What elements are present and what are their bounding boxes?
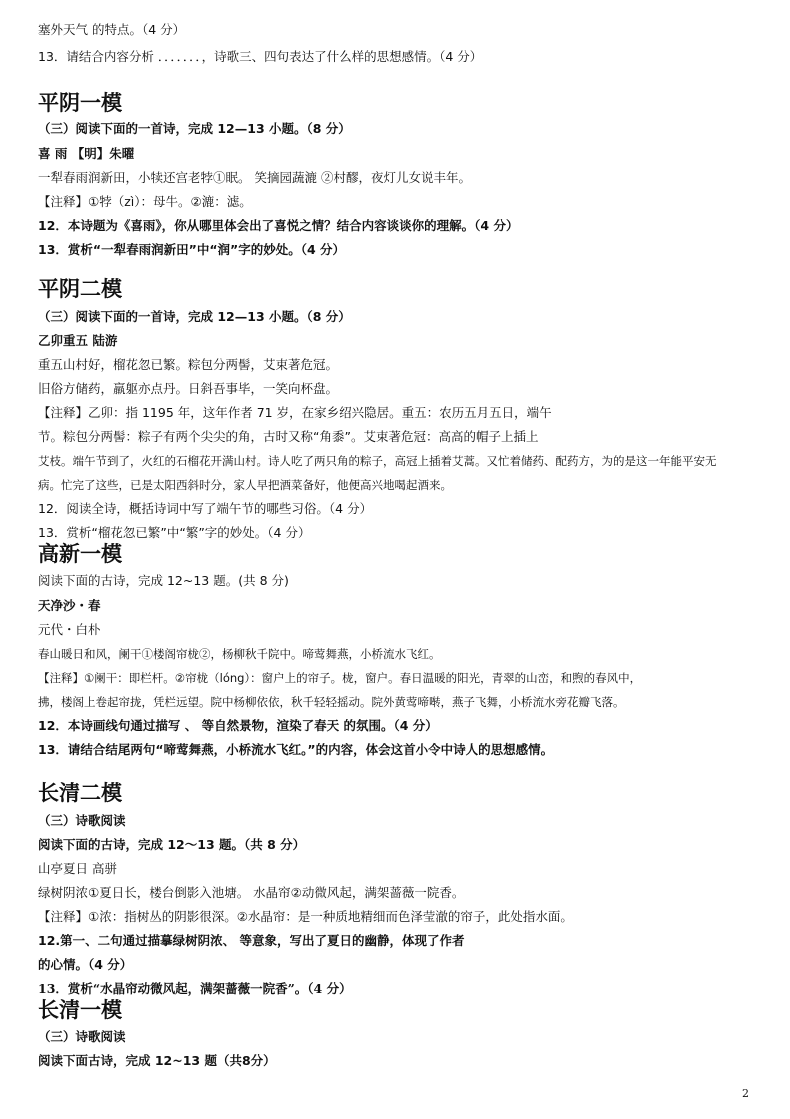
annotation-line: 【注释】①阑干：即栏杆。②帘栊（lóng）：窗户上的帘子。栊，窗户。春日温暖的阳光，青翠的山峦，和煦的春风中， xyxy=(38,671,642,685)
annotation-line: 节。粽包分两髻：粽子有两个尖尖的角，古时又称“角黍”。艾束著危冠：高高的帽子上插上 xyxy=(38,429,539,444)
poem-title: 乙卯重五 陆游 xyxy=(38,333,118,348)
question-12: 12．本诗画线句通过描写 、 等自然景物，渲染了春天 的氛围。（4 分） xyxy=(38,718,438,733)
poem-text: 一犁春雨润新田，小犊还宫老㹀①眠。 笑摘园蔬漉 ②村醪，夜灯儿女说丰年。 xyxy=(38,170,471,185)
question-13: 13．赏析“一犁春雨润新田”中“润”字的妙处。（4 分） xyxy=(38,242,346,257)
poem-text: 春山暖日和风，阑干①楼阁帘栊②，杨柳秋千院中。啼莺舞燕，小桥流水飞红。 xyxy=(38,647,441,661)
poem-title: 喜 雨 【明】朱曜 xyxy=(38,146,135,161)
question-13: 13．赏析“水晶帘动微风起，满架蔷薇一院香”。（4 分） xyxy=(38,981,352,996)
annotation-line: 【注释】①㹀（zì）：母牛。②漉：滤。 xyxy=(38,194,252,209)
question-12: 12.第一、二句通过描摹绿树阴浓、 等意象，写出了夏日的幽静，体现了作者 xyxy=(38,933,465,948)
question-12: 12．阅读全诗，概括诗词中写了端午节的哪些习俗。（4 分） xyxy=(38,501,373,516)
question-13: 13．赏析“榴花忽已繁”中“繁”字的妙处。（4 分） xyxy=(38,525,311,540)
poem-title: 山亭夏日 高骈 xyxy=(38,861,117,876)
poem-text: 绿树阴浓①夏日长，楼台倒影入池塘。 水晶帘②动微风起，满架蔷薇一院香。 xyxy=(38,885,465,900)
annotation-line: 【注释】乙卯：指 1195 年，这年作者 71 岁，在家乡绍兴隐居。重五：农历五月五日，端午 xyxy=(38,405,552,420)
section-title-gaoxin-1: 高新一模 xyxy=(38,542,122,566)
annotation-line: 拂，楼阁上卷起帘拢，凭栏远望。院中杨柳依依，秋千轻轻摇动。院外黄莺啼啭，燕子飞舞，小桥流水旁花瓣飞落。 xyxy=(38,695,625,709)
instruction-line: 阅读下面的古诗，完成 12~13 题。(共 8 分) xyxy=(38,573,289,588)
question-line: 13．请结合内容分析 ．．．．．．．，诗歌三、四句表达了什么样的思想感情。（4 分） xyxy=(38,49,483,64)
poem-title: 天净沙・春 xyxy=(38,598,101,613)
section-title-changqing-1: 长清一模 xyxy=(38,998,122,1022)
section-title-changqing-2: 长清二模 xyxy=(38,781,122,805)
page-number: 2 xyxy=(742,1087,749,1100)
section-subtitle: （三）诗歌阅读 xyxy=(38,1029,126,1044)
annotation-line: 艾枝。端午节到了，火红的石榴花开满山村。诗人吃了两只角的粽子，高冠上插着艾蒿。又忙着储药、配药方，为的是这一年能平安无 xyxy=(38,454,717,468)
section-subtitle: （三）诗歌阅读 xyxy=(38,813,126,828)
question-12-cont: 的心情。（4 分） xyxy=(38,957,133,972)
poem-text: 重五山村好，榴花忽已繁。粽包分两髻，艾束著危冠。 xyxy=(38,357,339,372)
annotation-line: 【注释】①浓：指树丛的阴影很深。②水晶帘：是一种质地精细而色泽莹澈的帘子，此处指水面。 xyxy=(38,909,573,924)
annotation-line: 病。忙完了这些，已是太阳西斜时分，家人早把酒菜备好，他便高兴地喝起酒来。 xyxy=(38,478,452,492)
question-13: 13．请结合结尾两句“啼莺舞燕，小桥流水飞红。”的内容，体会这首小令中诗人的思想感情。 xyxy=(38,742,554,757)
instruction-line: 阅读下面古诗，完成 12~13 题（共8分） xyxy=(38,1053,276,1068)
instruction-line: （三）阅读下面的一首诗，完成 12—13 小题。（8 分） xyxy=(38,121,351,136)
section-title-pingyin-2: 平阴二模 xyxy=(38,277,122,301)
poem-author: 元代・白朴 xyxy=(38,622,101,637)
section-title-pingyin-1: 平阴一模 xyxy=(38,91,122,115)
instruction-line: （三）阅读下面的一首诗，完成 12—13 小题。（8 分） xyxy=(38,309,351,324)
question-12: 12．本诗题为《喜雨》，你从哪里体会出了喜悦之情？结合内容谈谈你的理解。（4 分） xyxy=(38,218,519,233)
poem-text: 旧俗方储药，羸躯亦点丹。日斜吾事毕，一笑向杯盘。 xyxy=(38,381,339,396)
instruction-line: 阅读下面的古诗，完成 12～13 题。（共 8 分） xyxy=(38,837,306,852)
text-line: 塞外天气 的特点。（4 分） xyxy=(38,22,186,37)
